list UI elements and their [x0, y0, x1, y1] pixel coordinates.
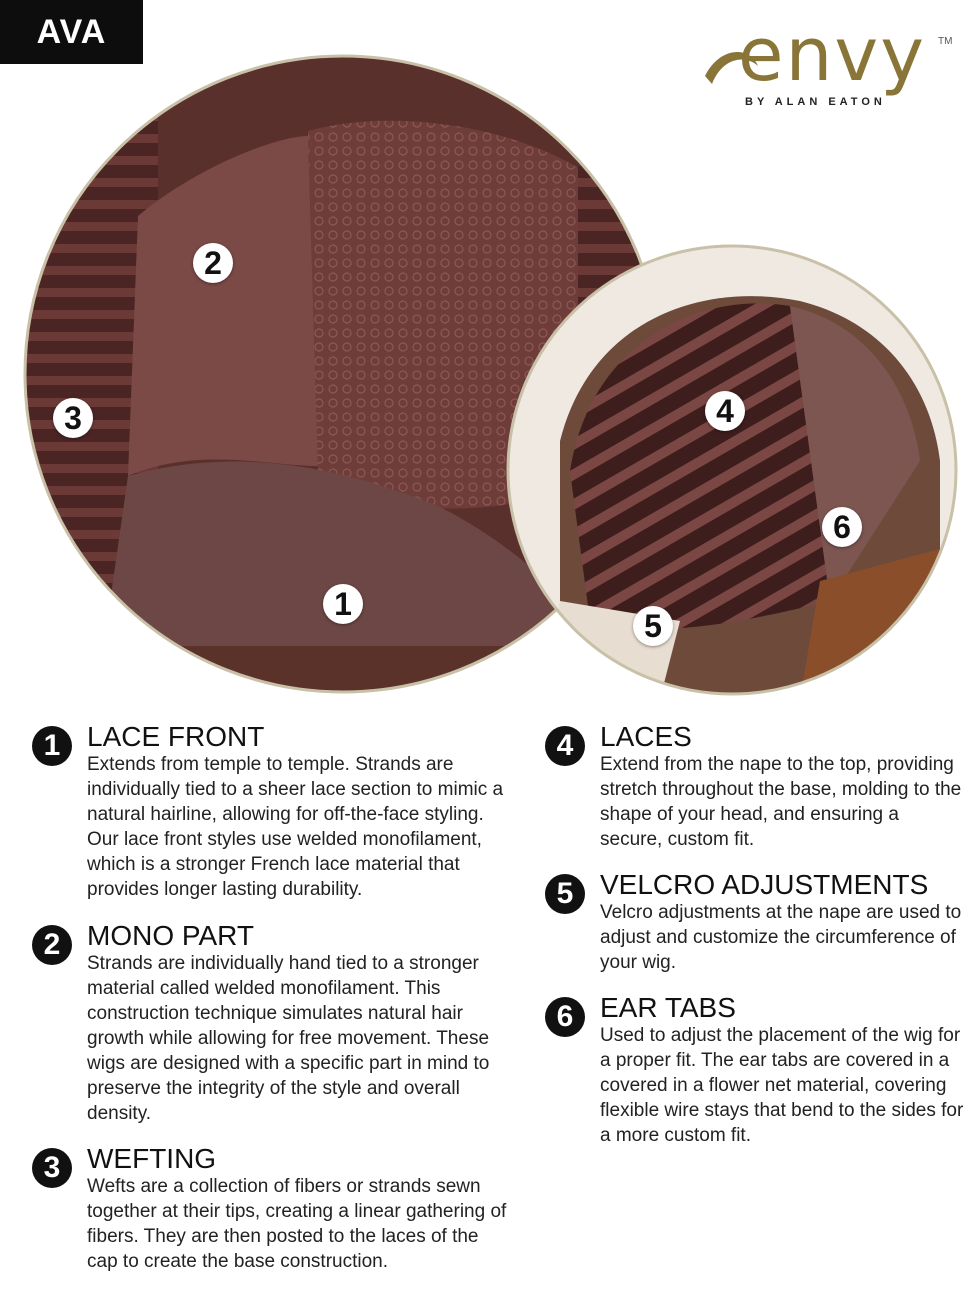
feature-number: 2: [32, 925, 72, 965]
feature-title: WEFTING: [87, 1143, 217, 1174]
feature-number: 6: [545, 997, 585, 1037]
feature-title: LACES: [600, 721, 692, 752]
feature-velcro-adjustments: [545, 870, 965, 975]
feature-title: LACE FRONT: [87, 721, 265, 752]
feature-lace-front: [32, 722, 512, 902]
feature-title: EAR TABS: [600, 992, 736, 1023]
feature-ear-tabs: [545, 993, 965, 1148]
feature-number: 3: [32, 1148, 72, 1188]
marker-2: 2: [193, 243, 233, 283]
feature-number: 5: [545, 874, 585, 914]
marker-1: 1: [323, 584, 363, 624]
envy-logo: [700, 12, 970, 116]
logo-subtitle: BY ALAN EATON: [745, 96, 886, 108]
cap-back-photo: [500, 241, 970, 699]
feature-wefting: [32, 1144, 512, 1274]
feature-text: Used to adjust the placement of the wig for a proper fit. The ear tabs are covered in a covered in a flower net material, covering flexible wire stays that bend to the sides for a more custom fit.: [600, 1025, 964, 1146]
feature-laces: [545, 722, 965, 852]
feature-text: Velcro adjustments at the nape are used to adjust and customize the circumference of your wig.: [600, 902, 962, 973]
product-name: AVA: [36, 12, 107, 51]
feature-mono-part: [32, 921, 512, 1126]
feature-text: Extends from temple to temple. Strands are individually tied to a sheer lace section to mimic a natural hairline, allowing for off-the-face styling. Our lace front styles use welded monofilament, which is a stronger French lace material that provides longer lasting durability.: [87, 754, 504, 900]
marker-3: 3: [53, 398, 93, 438]
marker-6: 6: [822, 507, 862, 547]
marker-5: 5: [633, 606, 673, 646]
feature-text: Extend from the nape to the top, providing stretch throughout the base, molding to the shape of your head, and ensuring a secure, custom fit.: [600, 754, 962, 850]
marker-4: 4: [705, 391, 745, 431]
feature-title: MONO PART: [87, 920, 254, 951]
logo-trademark: TM: [938, 36, 953, 47]
feature-text: Strands are individually hand tied to a stronger material called welded monofilament. This construction technique simulates natural hair growth while allowing for free movement. These wigs are designed with a specific part in mind to preserve the integrity of the style and overall density.: [87, 953, 490, 1124]
feature-title: VELCRO ADJUSTMENTS: [600, 869, 929, 900]
feature-number: 1: [32, 726, 72, 766]
logo-word: envy: [738, 12, 927, 98]
feature-number: 4: [545, 726, 585, 766]
feature-text: Wefts are a collection of fibers or strands sewn together at their tips, creating a linear gathering of fibers. They are then posted to the laces of the cap to create the base construction.: [87, 1176, 507, 1272]
